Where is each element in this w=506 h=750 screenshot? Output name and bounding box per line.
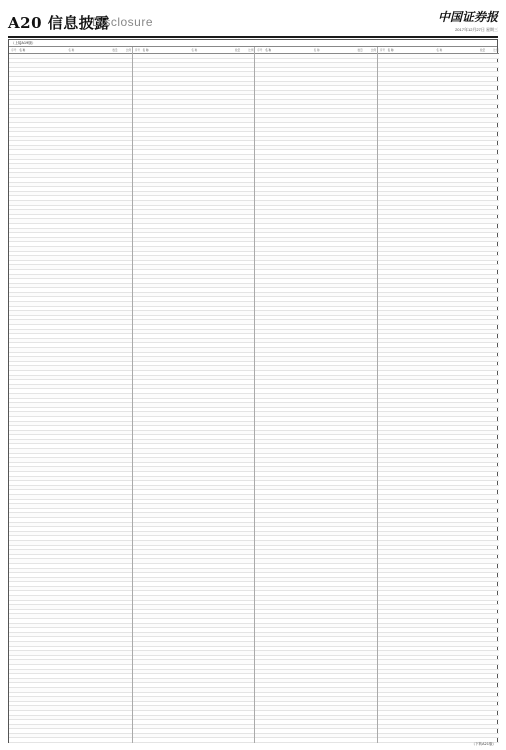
disclosure-table-frame: [8, 39, 498, 743]
masthead-rule: [8, 36, 498, 38]
header-cell-holder: 名 称: [436, 49, 443, 52]
header-cell-qty: 数量: [480, 49, 486, 52]
header-cell-holder: 名 称: [68, 49, 75, 52]
header-cell-pct: 比例: [125, 49, 132, 52]
header-cell-holder: 名 称: [191, 49, 198, 52]
masthead: [8, 8, 498, 36]
table-header: [378, 47, 500, 54]
table-header: [9, 47, 132, 54]
table-row: [133, 738, 255, 743]
header-cell-pct: 比例: [248, 49, 254, 52]
page-section-label: A20 信息披露: [8, 14, 110, 32]
table-body: [378, 54, 500, 743]
header-cell-pct: 比例: [370, 49, 377, 52]
header-cell-code: 序号: [379, 49, 385, 52]
continued-from-label: （上接A19版）: [11, 41, 36, 45]
newspaper-logo: 中国证券报: [437, 10, 498, 24]
table-column: [9, 47, 132, 743]
header-cell-name: 名 称: [387, 49, 394, 52]
header-cell-qty: 数量: [112, 49, 118, 52]
table-header: [255, 47, 377, 54]
header-cell-qty: 数量: [357, 49, 363, 52]
header-cell-code: 序号: [134, 49, 140, 52]
header-cell-code: 序号: [11, 49, 17, 52]
table-row: [255, 738, 377, 743]
header-cell-holder: 名 称: [313, 49, 320, 52]
table-column: [132, 47, 255, 743]
header-cell-pct: 比例: [493, 49, 499, 52]
table-column: [254, 47, 377, 743]
table-header: [133, 47, 255, 54]
header-cell-name: 名 称: [142, 49, 149, 52]
header-cell-name: 名 称: [19, 49, 26, 52]
table-body: [9, 54, 132, 743]
issue-dateline: 2017年12月27日 星期三: [455, 27, 498, 32]
header-cell-qty: 数量: [235, 49, 241, 52]
header-cell-name: 名 称: [265, 49, 272, 52]
table-row: [9, 738, 132, 743]
continued-to-label: （下转A21版）: [471, 742, 496, 746]
table-column: [377, 47, 500, 743]
page-section-label-en: Disclosure: [92, 15, 154, 29]
table-body: [255, 54, 377, 743]
header-cell-code: 序号: [257, 49, 263, 52]
table-body: [133, 54, 255, 743]
